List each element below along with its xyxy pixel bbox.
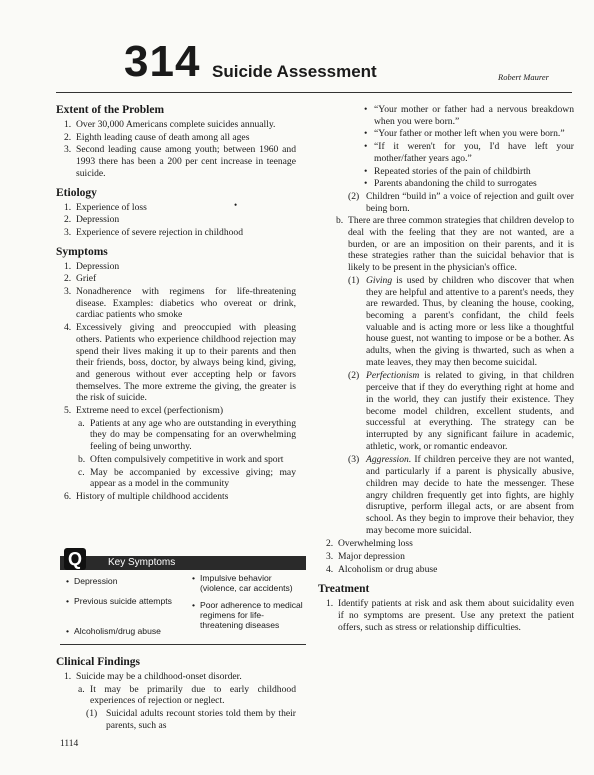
item-text: Patients at any age who are outstanding in everything they do may be compensating for an overwhelming feeling of being unworthy.: [90, 417, 296, 453]
section-heading-etiology: Etiology: [56, 186, 97, 199]
list-item: [64, 491, 296, 503]
item-number: 2.: [64, 131, 72, 143]
list-item: [78, 467, 296, 490]
key-symptom-text: Poor adherence to medical regimens for life-threatening diseases: [200, 600, 303, 630]
list-item: [64, 273, 296, 285]
item-text: Children “build in” a voice of rejection and guilt over being born.: [366, 190, 574, 214]
list-item: [348, 454, 574, 536]
list-item: [64, 405, 296, 417]
list-item: [64, 119, 296, 131]
key-symptom-text: Alcoholism/drug abuse: [74, 626, 161, 636]
item-number: 2.: [326, 538, 334, 550]
item-letter: b.: [78, 453, 86, 465]
key-symptom-text: Impulsive behavior (violence, car accidents): [200, 573, 293, 593]
item-text: It may be primarily due to early childhood experiences of rejection or neglect.: [90, 683, 296, 707]
list-item: [326, 538, 574, 550]
item-letter: a.: [78, 683, 85, 695]
list-item: [78, 454, 296, 466]
item-number: 4.: [64, 322, 72, 334]
key-symptom-text: Depression: [74, 576, 118, 586]
list-item: [348, 275, 574, 369]
list-item: [336, 215, 574, 274]
item-number: 2.: [64, 214, 72, 226]
left-column: [56, 104, 296, 510]
list-item: [64, 227, 296, 239]
etiology-list: [56, 202, 296, 239]
quote-text: “Your father or mother left when you were born.”: [374, 128, 565, 140]
list-item: [64, 261, 296, 273]
item-text: Eighth leading cause of death among all ages: [76, 131, 250, 143]
list-item: [64, 214, 296, 226]
strategy-term: Giving: [366, 274, 393, 286]
item-text: Overwhelming loss: [338, 538, 413, 550]
clinical-list-cont: [318, 538, 574, 575]
treatment-list: [318, 598, 574, 633]
item-text: is used by children who discover that when they are helpful and attentive to a parent's needs, they are rewarded. Thus, by cleaning the house, cooking, becoming a parent's confidant, the child feels valuable and is acting more or less like a thoughtful house guest, not wanting to impose or be a bother. As adults, when the giving is thwarted, such as when a mate leaves, they may then become suicidal.: [366, 274, 574, 368]
list-item: [86, 708, 296, 731]
item-number: (2): [348, 370, 360, 382]
chapter-number: 314: [124, 37, 201, 86]
strategies-list: [318, 275, 574, 536]
item-number: (3): [348, 454, 360, 466]
list-item: • “If it weren't for you, I'd have left your mother/father years ago.”: [364, 141, 574, 164]
item-letter: a.: [78, 417, 85, 429]
quote-text: “If it weren't for you, I'd have left your mother/father years ago.”: [374, 141, 574, 164]
item-number: 1.: [64, 119, 72, 130]
extent-list: [56, 119, 296, 180]
item-number: 3.: [326, 551, 334, 563]
clinical-b: [318, 215, 574, 274]
item-number: 4.: [326, 563, 334, 575]
item-text: Excessively giving and preoccupied with pleasing others. Patients who experience childhood rejection may spend their lives making it up to their parents and then their friends, boss, doctor, by always being kind, giving, and generous without ever accepting help or favors themselves. The more extreme the giving, the greater is the risk of suicide.: [76, 322, 296, 404]
quote-text: Repeated stories of the pain of childbirth: [374, 165, 531, 177]
item-number: (1): [86, 708, 98, 720]
clinical-sublist: [56, 684, 296, 707]
key-symptom: • Impulsive behavior (violence, car accidents): [192, 573, 293, 593]
item-text: Depression: [76, 214, 120, 226]
item-text: Experience of loss: [76, 201, 147, 213]
section-extent: [56, 104, 296, 180]
chapter-title: Suicide Assessment: [212, 62, 377, 81]
key-symptoms-header: [60, 549, 306, 570]
item-letter: c.: [78, 466, 85, 478]
page-number: 1114: [60, 739, 79, 749]
item-text: Often compulsively competitive in work and sport: [90, 453, 284, 465]
right-column: [318, 104, 574, 635]
section-clinical: [56, 656, 296, 733]
section-heading-clinical: Clinical Findings: [56, 656, 141, 668]
item-letter: b.: [336, 215, 344, 227]
item-number: 1.: [64, 671, 72, 682]
key-symptoms-box: [60, 549, 306, 644]
item-text: Nonadherence with regimens for life-threatening disease. Examples: diabetics who overeat or drink, cardiac patients who smoke: [76, 286, 296, 321]
perfectionism-sublist: [56, 418, 296, 490]
item-number: 1.: [64, 201, 72, 213]
item-text: Alcoholism or drug abuse: [338, 563, 438, 575]
key-symptoms-title: Key Symptoms: [108, 557, 176, 568]
list-item: [64, 286, 296, 321]
section-heading-symptoms: Symptoms: [56, 245, 108, 258]
item-text: If children perceive they are not wanted, and particularly if a parent is physically abusive, children may decide to hate the messenger. These angry children frequently get into fights, are highly disruptive, perform illegal acts, or are absent from school. As they begin to improve their behavior, they may become more suicidal.: [366, 454, 574, 536]
item-text: Depression: [76, 260, 120, 272]
symptoms-list-cont: [56, 491, 296, 503]
item-text: Suicidal adults recount stories told them by their parents, such as: [106, 708, 296, 731]
key-symptom: • Poor adherence to medical regimens for life-threatening diseases: [192, 600, 303, 630]
symptoms-list: [56, 261, 296, 417]
list-item: [64, 202, 296, 214]
key-symptom-text: Previous suicide attempts: [74, 596, 172, 606]
section-heading-treatment: Treatment: [318, 583, 370, 596]
item-number: (1): [348, 274, 360, 286]
item-text: There are three common strategies that children develop to deal with the feeling that they are not wanted, are a burden, or are an imposition on their parents, and it is these strategies rather than the suicidal behavior that is likely to be present in the physician's office.: [348, 215, 574, 274]
section-symptoms: [56, 246, 296, 503]
key-symptoms-body: [60, 570, 306, 645]
item-number: 3.: [64, 144, 72, 156]
list-item: [326, 564, 574, 576]
header-rule: [56, 92, 572, 93]
item-text: Grief: [76, 273, 97, 285]
list-item: [326, 598, 574, 633]
list-item: [64, 132, 296, 144]
item-number: 2.: [64, 273, 72, 285]
item-text: Identify patients at risk and ask them about suicidality even if no symptoms are present. Use any pretext the patient offers, such as stress or relationship difficulties.: [338, 598, 574, 633]
clinical-a2: [318, 191, 574, 214]
item-number: 5.: [64, 405, 72, 417]
item-text: Extreme need to excel (perfectionism): [76, 405, 224, 417]
key-symptom: • Previous suicide attempts: [66, 596, 172, 606]
quote-list: [318, 104, 574, 190]
item-text: Suicide may be a childhood-onset disorder.: [76, 671, 242, 682]
list-item: [78, 684, 296, 707]
list-item: [64, 144, 296, 179]
list-item: [64, 322, 296, 404]
key-symptom: • Depression: [66, 576, 118, 586]
question-icon: Q: [64, 548, 86, 570]
item-number: 1.: [326, 598, 334, 610]
section-etiology: [56, 187, 296, 239]
list-item: [348, 370, 574, 452]
clinical-list: [56, 671, 296, 683]
clinical-subsublist: [56, 708, 296, 731]
item-text: Experience of severe rejection in childhood: [76, 226, 244, 238]
author-name: Robert Maurer: [498, 72, 549, 82]
quote-text: “Your mother or father had a nervous breakdown when you were born.”: [374, 104, 574, 127]
list-item: [78, 418, 296, 453]
item-number: (2): [348, 190, 360, 202]
list-item: [64, 671, 296, 683]
list-item: • “Your father or mother left when you were born.”: [364, 128, 574, 140]
item-number: 6.: [64, 490, 72, 502]
item-text: is related to giving, in that children perceive that if they do everything right at home and in the world, they can justify their existence. They become model children, excellent students, and successful at everything. The strategy can be interrupted by any significant failure in academic, athletic, work, or romantic endeavor.: [366, 370, 574, 452]
item-number: 3.: [64, 226, 72, 238]
item-text: Over 30,000 Americans complete suicides annually.: [76, 119, 276, 130]
item-text: History of multiple childhood accidents: [76, 490, 229, 502]
list-item: • Repeated stories of the pain of childbirth: [364, 166, 574, 178]
item-text: Major depression: [338, 551, 405, 563]
list-item: [326, 551, 574, 563]
item-text: May be accompanied by excessive giving; may appear as a model in the community: [90, 466, 296, 490]
strategy-term: Aggression.: [366, 454, 412, 466]
list-item: [348, 191, 574, 214]
list-item: • Parents abandoning the child to surrogates: [364, 178, 574, 190]
quote-text: Parents abandoning the child to surrogates: [374, 178, 537, 190]
list-item: • “Your mother or father had a nervous breakdown when you were born.”: [364, 104, 574, 127]
item-number: 3.: [64, 286, 72, 298]
strategy-term: Perfectionism: [366, 370, 420, 382]
item-text: Second leading cause among youth; between 1960 and 1993 there has been a 200 per cent increase in teenage suicide.: [76, 144, 296, 179]
key-symptom: • Alcoholism/drug abuse: [66, 626, 161, 636]
section-heading-extent: Extent of the Problem: [56, 104, 165, 116]
item-number: 1.: [64, 260, 72, 272]
stray-mark: •: [234, 200, 238, 210]
